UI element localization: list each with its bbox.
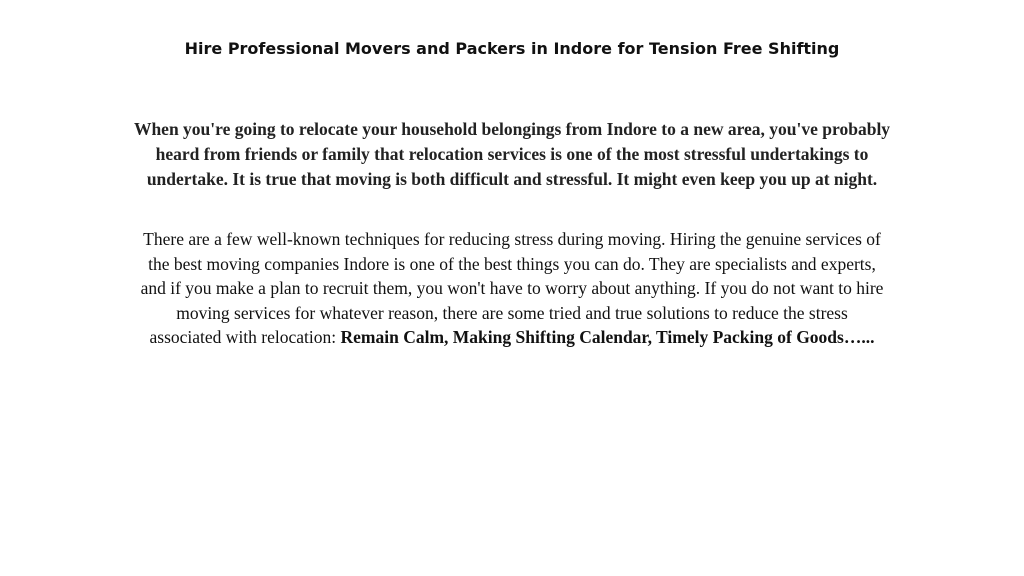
body-paragraph xyxy=(140,227,884,350)
body-emphasis: Remain Calm, Making Shifting Calendar, Timely Packing of Goods…... xyxy=(340,327,875,347)
page-title: Hire Professional Movers and Packers in Indore for Tension Free Shifting xyxy=(184,39,840,58)
intro-paragraph: When you're going to relocate your household belongings from Indore to a new area, you've probably heard from friends or family that relocation services is one of the most stressful undertakings to undertake. It is true that moving is both difficult and stressful. It might even keep you up at night. xyxy=(133,119,891,189)
body-text: There are a few well-known techniques for reducing stress during moving. Hiring the genuine services of the best moving companies Indore is one of the best things you can do. They are specialists and experts, and if you make a plan to recruit them, you won't have to worry about anything. If you do not want to hire moving services for whatever reason, there are some tried and true solutions to reduce the stress associated with relocation: xyxy=(140,229,884,347)
